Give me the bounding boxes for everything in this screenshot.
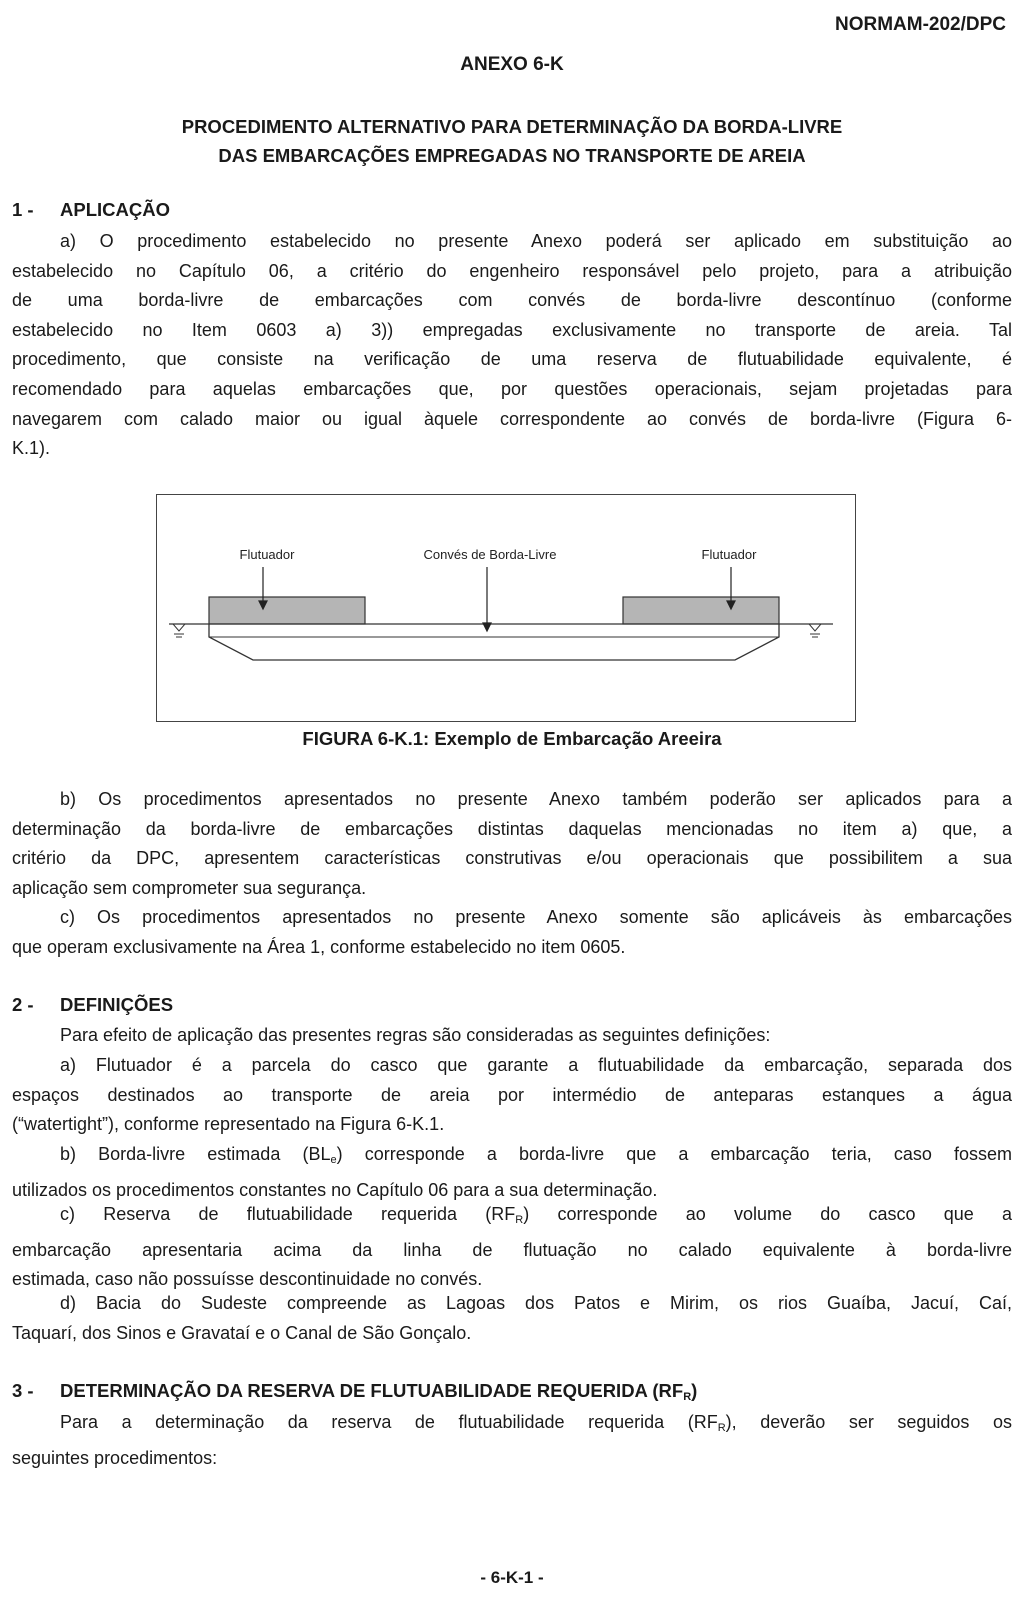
text-line: utilizados os procedimentos constantes no Capítulo 06 para a sua determinação. bbox=[12, 1179, 658, 1200]
text-line: b) Os procedimentos apresentados no presente Anexo também poderão ser aplicados para a bbox=[60, 789, 1012, 809]
text-line: de uma borda-livre de embarcações com convés de borda-livre descontínuo (conforme bbox=[12, 290, 1012, 311]
text-line: critério da DPC, apresentem características construtivas e/ou operacionais que possibilitem a sua bbox=[12, 848, 1012, 869]
text-line: (“watertight”), conforme representado na Figura 6-K.1. bbox=[12, 1114, 445, 1135]
label-freeboard-deck: Convés de Borda-Livre bbox=[423, 547, 557, 562]
arrow-center bbox=[483, 567, 491, 631]
float-right bbox=[623, 597, 779, 624]
text-line: seguintes procedimentos: bbox=[12, 1447, 218, 1468]
section-3-heading bbox=[12, 1380, 697, 1403]
text-line: estabelecido no Item 0603 a) 3)) empregadas exclusivamente no transporte de areia. Tal bbox=[12, 319, 1012, 340]
text-line: navegarem com calado maior ou igual àquele correspondente ao convés de borda-livre (Figura 6- bbox=[12, 408, 1012, 429]
section-1-heading bbox=[12, 199, 170, 221]
document-code: NORMAM-202/DPC bbox=[834, 14, 1006, 35]
arrow-left bbox=[259, 567, 267, 609]
text-line: espaços destinados ao transporte de areia por intermédio de anteparas estanques a água bbox=[12, 1084, 1012, 1105]
text-line: aplicação sem comprometer sua segurança. bbox=[12, 877, 367, 898]
figure-6-k-1 bbox=[156, 494, 856, 722]
text-line: procedimento, que consiste na verificação de uma reserva de flutuabilidade equivalente, é bbox=[12, 349, 1012, 370]
paragraph-1a bbox=[12, 227, 1012, 464]
text-line: a) O procedimento estabelecido no presente Anexo poderá ser aplicado em substituição ao bbox=[60, 231, 1012, 251]
water-symbol-right bbox=[809, 624, 821, 637]
document-title bbox=[0, 112, 1024, 170]
paragraph-2c bbox=[12, 1200, 1012, 1295]
arrow-right bbox=[727, 567, 735, 609]
title-line-1: PROCEDIMENTO ALTERNATIVO PARA DETERMINAÇÃO DA BORDA-LIVRE bbox=[181, 116, 843, 137]
label-float-left: Flutuador bbox=[239, 547, 295, 562]
text-line: c) Os procedimentos apresentados no presente Anexo somente são aplicáveis às embarcações bbox=[60, 907, 1012, 927]
paragraph-2d bbox=[12, 1289, 1012, 1348]
text-line: estabelecido no Capítulo 06, a critério do engenheiro responsável pelo projeto, para a atribuição bbox=[12, 260, 1012, 281]
sand-vessel-diagram bbox=[157, 495, 855, 721]
text-line: d) Bacia do Sudeste compreende as Lagoas dos Patos e Mirim, os rios Guaíba, Jacuí, Caí, bbox=[60, 1293, 1012, 1313]
text-line: estimada, caso não possuísse descontinuidade no convés. bbox=[12, 1269, 483, 1290]
page-number: - 6-K-1 - bbox=[480, 1568, 544, 1587]
text-line: b) Borda-livre estimada $(BL_e)$ corresponde a borda-livre que a embarcação teria, caso fossem bbox=[60, 1144, 1012, 1166]
text-line: c) Reserva de flutuabilidade requerida $(RF_R)$ corresponde ao volume do casco que a bbox=[60, 1204, 1013, 1226]
hull-outline bbox=[209, 624, 779, 660]
annex-title: ANEXO 6-K bbox=[460, 54, 564, 75]
figure-caption: FIGURA 6-K.1: Exemplo de Embarcação Areeira bbox=[302, 728, 722, 749]
paragraph-2a bbox=[12, 1051, 1012, 1140]
text-line: Para efeito de aplicação das presentes regras são consideradas as seguintes definições: bbox=[60, 1025, 771, 1045]
water-symbol-left bbox=[173, 624, 185, 637]
paragraph-2b bbox=[12, 1140, 1012, 1205]
paragraph-2-intro bbox=[12, 1021, 1012, 1051]
section-2-heading bbox=[12, 994, 173, 1016]
section-title: APLICAÇÃO bbox=[60, 199, 170, 220]
text-line: determinação da borda-livre de embarcações distintas daquelas mencionadas no item a) que, a bbox=[12, 818, 1012, 839]
text-line: K.1). bbox=[12, 438, 51, 459]
label-float-right: Flutuador bbox=[701, 547, 757, 562]
text-line: que operam exclusivamente na Área 1, conforme estabelecido no item 0605. bbox=[12, 936, 626, 957]
text-line: a) Flutuador é a parcela do casco que garante a flutuabilidade da embarcação, separada dos bbox=[60, 1055, 1012, 1075]
paragraph-1c bbox=[12, 903, 1012, 962]
section-number: 1 - bbox=[12, 199, 34, 220]
title-line-2: DAS EMBARCAÇÕES EMPREGADAS NO TRANSPORTE DE AREIA bbox=[218, 145, 806, 166]
text-line: recomendado para aquelas embarcações que, por questões operacionais, sejam projetadas para bbox=[12, 378, 1012, 399]
paragraph-3-intro bbox=[12, 1408, 1012, 1473]
section-title: DETERMINAÇÃO DA RESERVA DE FLUTUABILIDADE REQUERIDA $(RF_R)$ bbox=[60, 1380, 698, 1403]
float-left bbox=[209, 597, 365, 624]
paragraph-1b bbox=[12, 785, 1012, 903]
text-line: Taquarí, dos Sinos e Gravataí e o Canal de São Gonçalo. bbox=[12, 1322, 472, 1343]
text-line: Para a determinação da reserva de flutuabilidade requerida $(RF_R)$, deverão ser seguidos os bbox=[60, 1412, 1012, 1434]
section-number: 2 - bbox=[12, 994, 34, 1015]
section-number: 3 - bbox=[12, 1380, 34, 1401]
text-line: embarcação apresentaria acima da linha de flutuação no calado equivalente à borda-livre bbox=[12, 1239, 1012, 1260]
section-title: DEFINIÇÕES bbox=[60, 994, 174, 1015]
